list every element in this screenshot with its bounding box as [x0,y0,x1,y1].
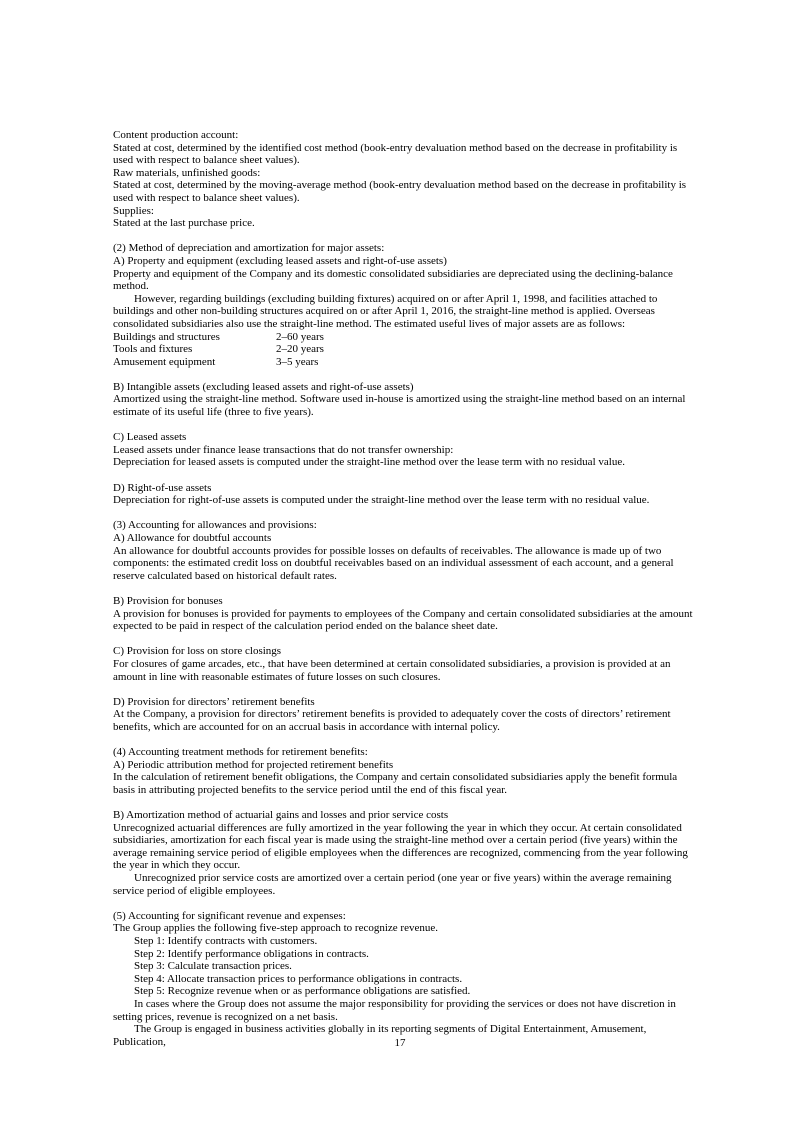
blank-line [113,469,697,482]
paragraph: In cases where the Group does not assume the major responsibility for providing the services or does not have discretion in setting prices, revenue is recognized on a net basis. [113,997,676,1023]
text-line: D) Provision for directors’ retirement benefits [113,695,315,708]
text-line: A) Periodic attribution method for projected retirement benefits [113,758,394,771]
text-line: Content production account: [113,129,239,141]
paragraph: Unrecognized actuarial differences are fully amortized in the year following the year in which they occur. At certain consolidated subsidiaries, amortization for each fiscal year is made using the straight-line method over a certain period (five years) within the average remaining service period of eligible employees when the differences are recognized, commencing from the year following the year in which they occur. [113,821,688,872]
document-body [113,129,697,1048]
useful-lives-table [113,331,697,369]
text-line: C) Leased assets [113,431,187,444]
text-line: A) Property and equipment (excluding leased assets and right-of-use assets) [113,254,447,267]
useful-life-row [113,331,697,344]
paragraph: A provision for bonuses is provided for payments to employees of the Company and certain consolidated subsidiaries at the amount expected to be paid in respect of the calculation period ended on the balance sheet date. [113,607,693,633]
text-line: (2) Method of depreciation and amortization for major assets: [113,242,385,255]
text-line: Step 4: Allocate transaction prices to performance obligations in contracts. [134,972,463,985]
paragraph: Unrecognized prior service costs are amortized over a certain period (one year or five years) within the average remaining service period of eligible employees. [113,872,672,897]
text-line: C) Provision for loss on store closings [113,645,282,658]
paragraph: However, regarding buildings (excluding building fixtures) acquired on or after April 1, 1998, and facilities attached to buildings and other non-building structures acquired on or after April 1, 2016, the straight-line method is applied. Overseas consolidated subsidiaries also use the straight-line method. The estimated useful lives of major assets are as follows: [113,292,658,330]
text-line: Step 5: Recognize revenue when or as performance obligations are satisfied. [134,985,471,998]
blank-line [113,633,697,646]
blank-line [113,897,697,910]
paragraph: The Group is engaged in business activities globally in its reporting segments of Digital Entertainment, Amusement, Publication, [113,1023,647,1048]
asset-category-label: Tools and fixtures [113,343,193,356]
text-line: D) Right-of-use assets [113,481,212,494]
text-line: Supplies: [113,204,154,217]
text-line: A) Allowance for doubtful accounts [113,532,272,544]
paragraph: For closures of game arcades, etc., that have been determined at certain consolidated subsidiaries, a provision is provided at an amount in line with reasonable estimates of future losses on such closures. [113,657,671,683]
useful-life-value: 2–60 years [276,330,324,343]
paragraph: Depreciation for right-of-use assets is computed under the straight-line method over the lease term with no residual value. [113,494,650,507]
blank-line [113,507,697,520]
asset-category-label: Amusement equipment [113,355,216,368]
blank-line [113,734,697,747]
useful-life-value: 3–5 years [276,355,319,368]
text-line: (4) Accounting treatment methods for retirement benefits: [113,746,368,759]
text-line: The Group applies the following five-step approach to recognize revenue. [113,922,438,935]
blank-line [113,230,697,243]
paragraph: Stated at cost, determined by the identified cost method (book-entry devaluation method based on the decrease in profitability is used with respect to balance sheet values). [113,141,678,167]
blank-line [113,796,697,809]
text-line: B) Amortization method of actuarial gains and losses and prior service costs [113,809,449,822]
text-line: B) Intangible assets (excluding leased assets and right-of-use assets) [113,380,414,393]
text-line: Raw materials, unfinished goods: [113,166,261,179]
asset-category-label: Buildings and structures [113,330,220,343]
blank-line [113,582,697,595]
text-line: (5) Accounting for significant revenue and expenses: [113,909,346,922]
text-line: Step 1: Identify contracts with customers. [134,935,318,947]
paragraph: Stated at cost, determined by the moving-average method (book-entry devaluation method based on the decrease in profitability is used with respect to balance sheet values). [113,179,687,204]
text-line: Stated at the last purchase price. [113,217,255,230]
useful-life-row [113,343,697,356]
paragraph: Property and equipment of the Company and its domestic consolidated subsidiaries are depreciated using the declining-balance method. [113,267,673,293]
paragraph: In the calculation of retirement benefit obligations, the Company and certain consolidated subsidiaries apply the benefit formula basis in attributing projected benefits to the service period until the end of this fiscal year. [113,771,678,796]
text-line: (3) Accounting for allowances and provisions: [113,519,317,532]
page-number: 17 [394,1037,406,1049]
paragraph: An allowance for doubtful accounts provides for possible losses on defaults of receivables. The allowance is made up of two components: the estimated credit loss on doubtful receivables based on an individual assessment of each account, and a general reserve calculated based on historical default rates. [113,544,674,582]
text-line: Step 2: Identify performance obligations in contracts. [134,947,369,960]
text-line: Step 3: Calculate transaction prices. [134,960,292,973]
blank-line [113,368,697,381]
paragraph: Depreciation for leased assets is computed under the straight-line method over the lease term with no residual value. [113,456,625,469]
text-line: B) Provision for bonuses [113,594,223,607]
blank-line [113,419,697,432]
blank-line [113,683,697,696]
paragraph: Amortized using the straight-line method. Software used in-house is amortized using the straight-line method based on an internal estimate of its useful life (three to five years). [113,393,686,419]
useful-life-row [113,356,697,369]
text-line: Leased assets under finance lease transactions that do not transfer ownership: [113,443,454,456]
paragraph: At the Company, a provision for directors’ retirement benefits is provided to adequately cover the costs of directors’ retirement benefits, which are accounted for on an accrual basis in accordance with internal policy. [113,708,671,733]
useful-life-value: 2–20 years [276,343,324,356]
